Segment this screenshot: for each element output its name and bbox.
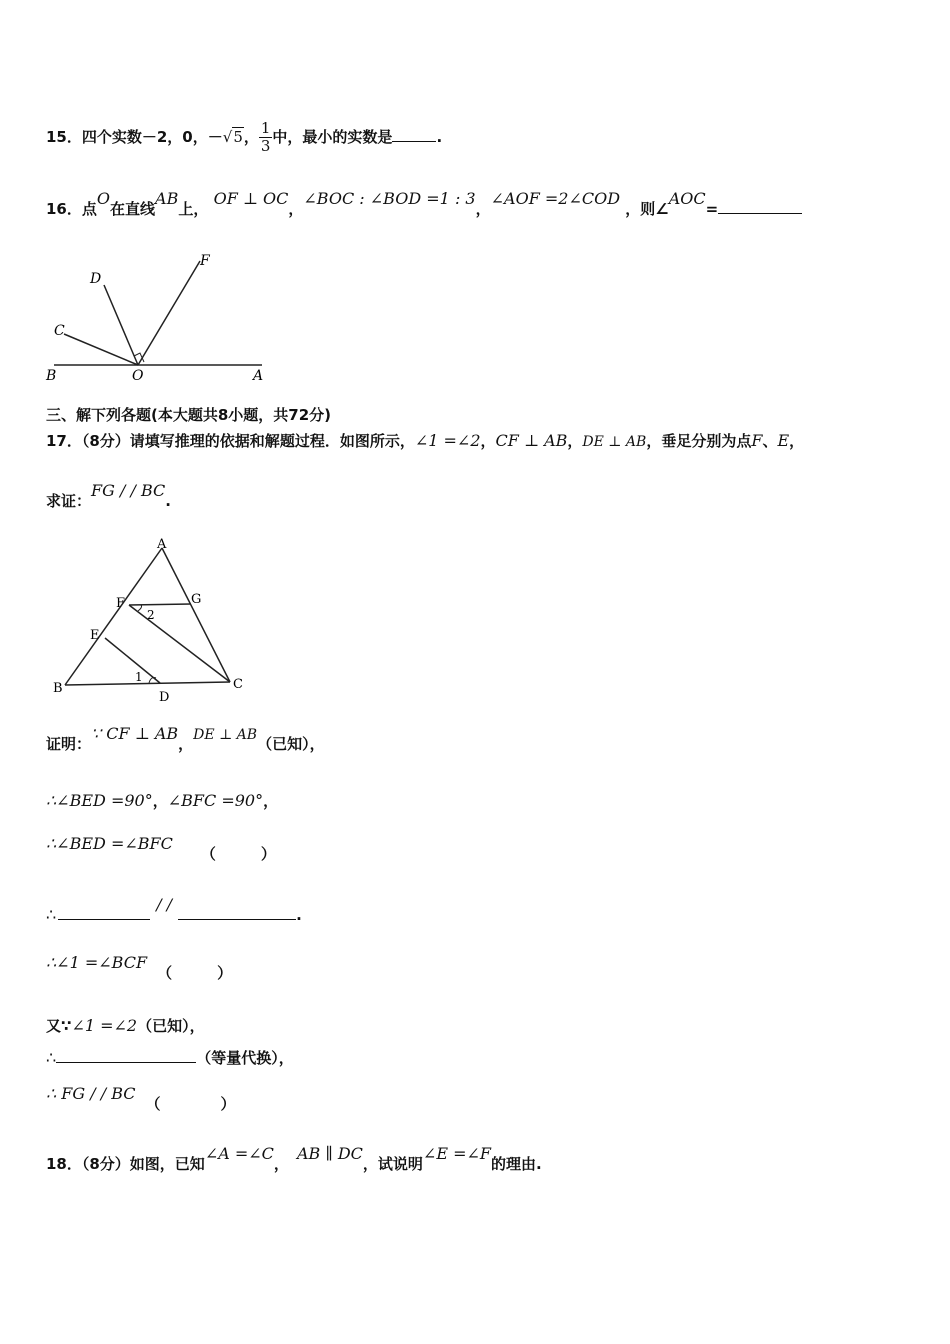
label-o: O: [132, 368, 144, 384]
q15-lead: 15．四个实数－2，0，－: [46, 128, 223, 146]
proof-line-3: [46, 834, 276, 864]
prove-dot: .: [165, 492, 171, 510]
angle-bed-eq-bfc: ∴∠BED =∠BFC: [46, 834, 173, 853]
label-c: C: [233, 677, 243, 692]
proof-sep: ，: [178, 735, 194, 753]
prove-statement: [46, 481, 171, 511]
reason-blank[interactable]: （ ）: [200, 845, 276, 863]
answer-blank[interactable]: [178, 907, 296, 920]
q15-comma: ，: [243, 128, 259, 146]
figure-17: [45, 533, 255, 705]
answer-blank[interactable]: [718, 201, 802, 214]
point-o: O: [96, 189, 110, 208]
q16-then: ，则∠: [625, 200, 669, 218]
reason-known: （已知），: [137, 1017, 205, 1035]
q18-sep1: ，: [273, 1155, 289, 1173]
q16-sep1: ，: [288, 200, 304, 218]
prove-label: 求证：: [46, 492, 92, 510]
q16-eq: =: [705, 200, 719, 218]
q16-num: 16．点: [46, 200, 97, 218]
label-c: C: [54, 323, 65, 339]
angle-1-eq-bcf: ∴∠1 =∠BCF: [46, 953, 148, 972]
de-ab: DE ⊥ AB: [193, 727, 258, 743]
q17-num: 17．（8分）请填写推理的依据和解题过程．如图所示，: [46, 432, 415, 450]
figure-16: [40, 245, 280, 390]
segment-fg: [129, 604, 191, 605]
q18-sep2: ，试说明: [362, 1155, 423, 1173]
proof-line-1: [46, 724, 325, 754]
question-18: [46, 1144, 542, 1174]
question-17: [46, 430, 804, 451]
label-f: F: [200, 253, 210, 269]
q17-end: ，: [789, 432, 805, 450]
question-15: [46, 120, 442, 155]
fraction-denominator: 3: [260, 137, 271, 155]
proof-end: ，: [263, 792, 279, 810]
q17-sep2: ，: [567, 432, 583, 450]
reason-substitution: （等量代换），: [196, 1049, 294, 1067]
proof-label: 证明：: [46, 735, 92, 753]
angle-bfc-90: ∠BFC =90°: [167, 791, 264, 810]
angle-bed-90: ∴∠BED =90°: [46, 791, 153, 810]
proof-line-8: [46, 1084, 236, 1114]
label-b: B: [46, 368, 57, 384]
condition-ratio: ∠BOC : ∠BOD =1 : 3: [303, 189, 476, 208]
condition-perpendicular: OF ⊥ OC: [213, 189, 289, 208]
parallel-symbol: / /: [156, 895, 173, 914]
q15-end: .: [436, 128, 443, 146]
segment-de: [105, 638, 160, 683]
side-bc: [65, 682, 230, 685]
proof-sep: ，: [152, 792, 168, 810]
q18-num: 18．（8分）如图，已知: [46, 1155, 205, 1173]
q16-shang: 上，: [178, 200, 209, 218]
sqrt-expression: √5: [222, 128, 243, 146]
answer-blank[interactable]: [56, 1050, 196, 1063]
prove-goal: FG / / BC: [91, 481, 166, 500]
label-d: D: [90, 271, 102, 287]
label-angle-2: 2: [147, 608, 155, 622]
side-ac: [162, 548, 230, 682]
label-g: G: [191, 592, 202, 607]
proof-line-6: [46, 1015, 205, 1036]
proof-line-2: [46, 790, 278, 811]
label-e: E: [90, 628, 100, 643]
q17-dun: 、: [762, 432, 778, 450]
line-ab: AB: [155, 189, 179, 208]
condition-cf-ab: CF ⊥ AB: [495, 431, 568, 450]
point-f: F: [751, 431, 763, 450]
reason-blank[interactable]: （ ）: [145, 1095, 236, 1113]
section-3-title: 三、解下列各题(本大题共8小题，共72分): [46, 406, 332, 424]
fraction: [259, 120, 273, 155]
question-16: [46, 189, 802, 219]
condition-angle-e-f: ∠E =∠F: [422, 1144, 491, 1163]
condition-angles: ∠1 =∠2: [414, 431, 481, 450]
therefore-symbol: ∴: [46, 905, 57, 924]
sqrt-radicand: 5: [233, 128, 243, 146]
fraction-numerator: 1: [260, 119, 271, 137]
answer-blank[interactable]: [58, 907, 150, 920]
ray-of: [138, 261, 200, 365]
proof-line-5: [46, 953, 233, 983]
q17-sep1: ，: [480, 432, 496, 450]
label-b: B: [53, 681, 63, 696]
point-e: E: [777, 431, 790, 450]
condition-angle-a-c: ∠A =∠C: [204, 1144, 274, 1163]
because-cf-ab: ∵ CF ⊥ AB: [91, 724, 179, 743]
answer-blank[interactable]: [392, 129, 436, 142]
q18-tail: 的理由.: [491, 1155, 542, 1173]
angle-1-eq-2: ∠1 =∠2: [71, 1016, 138, 1035]
fg-parallel-bc: ∴ FG / / BC: [46, 1084, 136, 1103]
proof-line-4: [46, 895, 302, 924]
label-f: F: [116, 596, 126, 611]
q17-tail: ，垂足分别为点: [646, 432, 752, 450]
label-angle-1: 1: [135, 670, 143, 684]
label-a: A: [253, 368, 264, 384]
proof-line-7: [46, 1047, 294, 1068]
q16-sep2: ，: [475, 200, 491, 218]
label-a: A: [157, 537, 167, 552]
q16-on-line: 在直线: [110, 200, 156, 218]
reason-blank[interactable]: （ ）: [157, 964, 233, 982]
condition-de-ab: DE ⊥ AB: [582, 434, 647, 450]
q15-tail: 中，最小的实数是: [272, 128, 393, 146]
reason-known: （已知），: [257, 735, 325, 753]
therefore-symbol: ∴: [46, 1048, 57, 1067]
proof-lead: 又∵: [46, 1017, 72, 1035]
condition-angle: ∠AOF =2∠COD: [490, 189, 621, 208]
label-d: D: [159, 690, 170, 705]
proof-dot: .: [296, 906, 302, 924]
condition-ab-dc: AB ∥ DC: [296, 1144, 363, 1163]
angle-2-arc: [138, 605, 142, 611]
angle-aoc: AOC: [668, 189, 706, 208]
